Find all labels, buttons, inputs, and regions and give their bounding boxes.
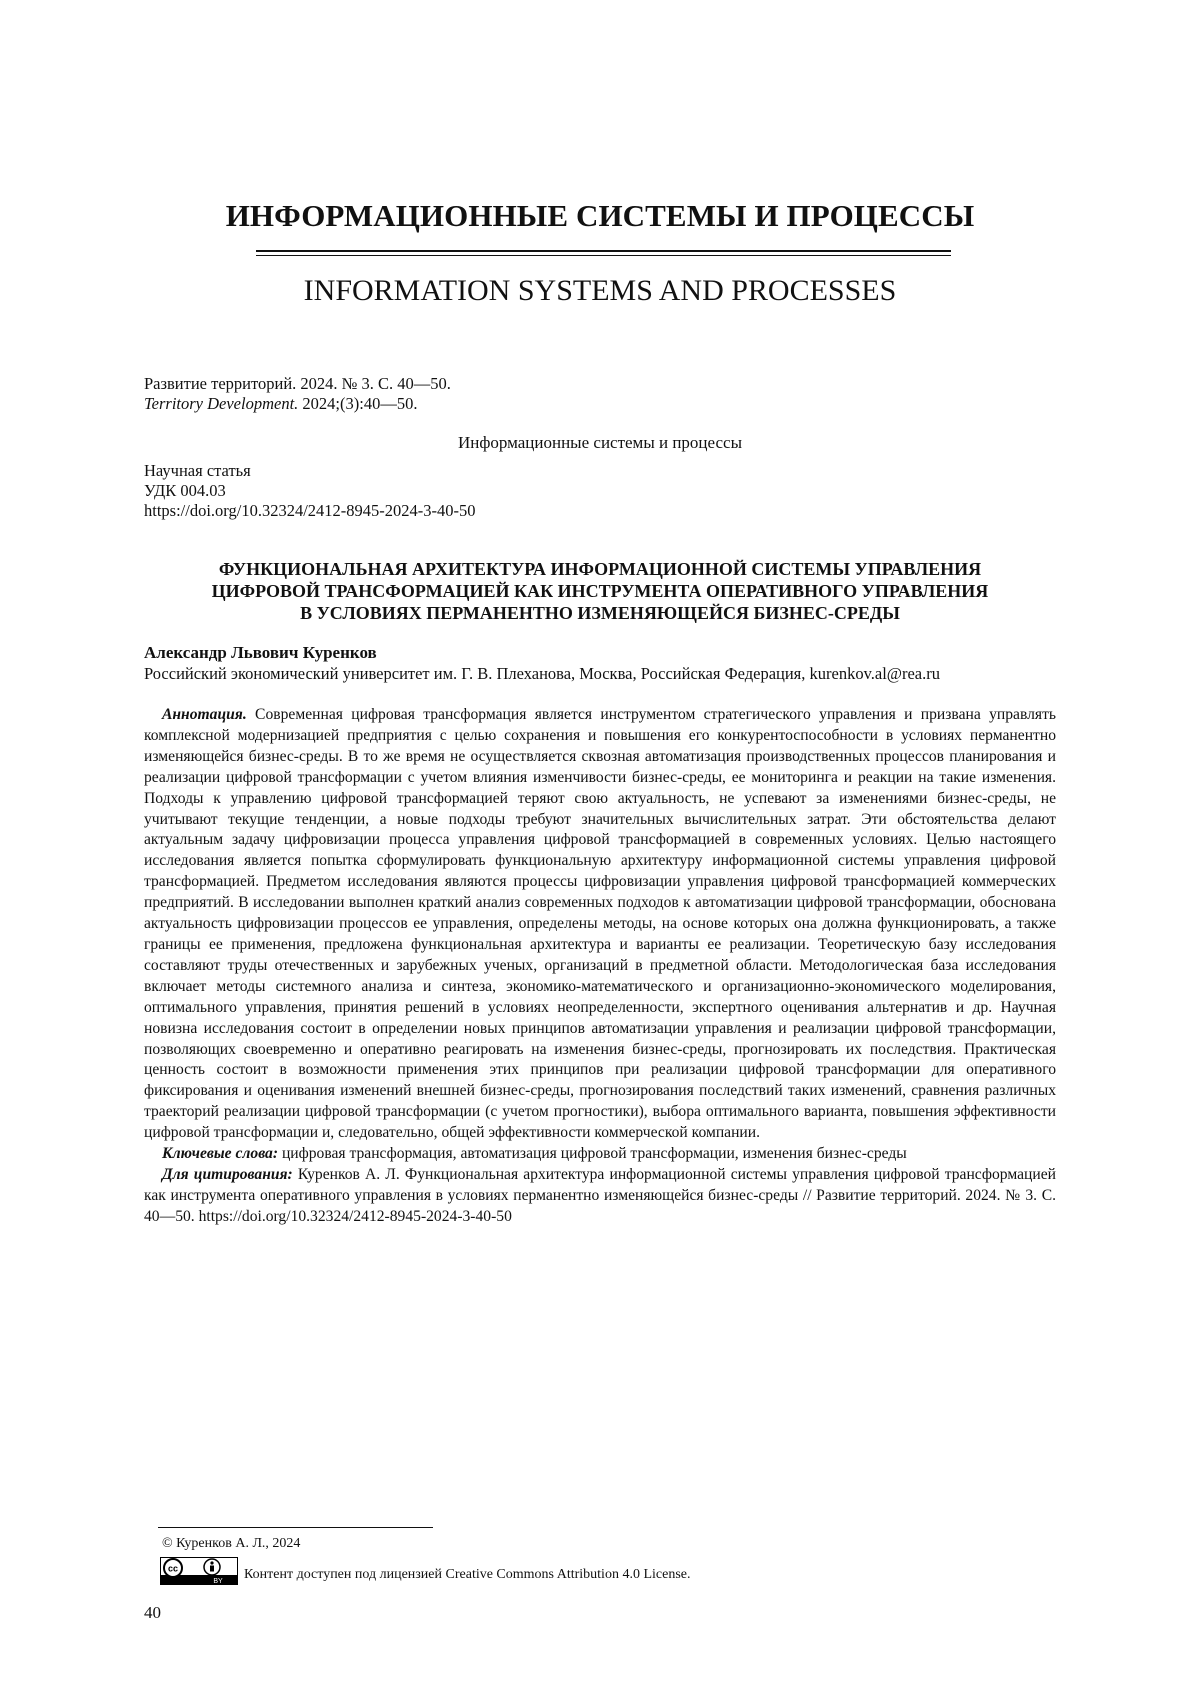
rubric: Информационные системы и процессы <box>457 433 743 452</box>
section-title-ru: ИНФОРМАЦИОННЫЕ СИСТЕМЫ И ПРОЦЕССЫ <box>225 198 975 233</box>
author-name: Александр Львович Куренков <box>144 643 377 662</box>
article-type: Научная статья <box>144 461 251 480</box>
article-title-line: ЦИФРОВОЙ ТРАНСФОРМАЦИЕЙ КАК ИНСТРУМЕНТА ОПЕРАТИВНОГО УПРАВЛЕНИЯ <box>211 581 989 601</box>
cc-badge-text: cc <box>167 1563 179 1574</box>
page-number: 40 <box>144 1603 161 1622</box>
copyright-notice: © Куренков А. Л., 2024 <box>162 1536 301 1551</box>
citation-label: Для цитирования: <box>162 1165 293 1183</box>
article-title-line: В УСЛОВИЯХ ПЕРМАНЕНТНО ИЗМЕНЯЮЩЕЙСЯ БИЗНЕС-СРЕДЫ <box>300 603 900 623</box>
section-title-en: INFORMATION SYSTEMS AND PROCESSES <box>303 274 897 307</box>
footnote-rule <box>158 1527 433 1528</box>
article-title <box>130 558 1070 624</box>
journal-name-en: Territory Development. <box>144 394 299 413</box>
citation-text: Куренков А. Л. Функциональная архитектура информационной системы управления цифровой трансформацией как инструмента оперативного управления в условиях перманентно изменяющейся бизнес-среды // Развитие территорий. 2024. № 3. С. 40—50. https://doi.org/10.32324/2412-8945-2024-3-40-50 <box>144 1165 1056 1225</box>
citation-details-en: 2024;(3):40—50. <box>298 394 418 413</box>
by-badge-text: BY <box>213 1578 223 1585</box>
citation-line-ru: Развитие территорий. 2024. № 3. С. 40—50. <box>144 374 451 393</box>
abstract-block <box>144 705 1056 1228</box>
article-title-line: ФУНКЦИОНАЛЬНАЯ АРХИТЕКТУРА ИНФОРМАЦИОННОЙ СИСТЕМЫ УПРАВЛЕНИЯ <box>218 559 982 579</box>
cc-by-license-icon <box>160 1557 238 1585</box>
udc-code: УДК 004.03 <box>144 481 226 500</box>
keywords-paragraph <box>144 1144 1056 1165</box>
abstract-label: Аннотация. <box>162 706 247 723</box>
doi-link[interactable]: https://doi.org/10.32324/2412-8945-2024-3-40-50 <box>144 501 476 520</box>
keywords-text: цифровая трансформация, автоматизация цифровой трансформации, изменения бизнес-среды <box>278 1145 907 1163</box>
author-affiliation: Российский экономический университет им. Г. В. Плеханова, Москва, Российская Федерация, kurenkov.al@rea.ru <box>144 664 940 683</box>
abstract-text: Современная цифровая трансформация является инструментом стратегического управления и призвана управлять комплексной модернизацией предприятия с целью сохранения и повышения его конкурентоспособности в условиях перманентно изменяющейся бизнес-среды. В то же время не осуществляется сквозная автоматизация производственных процессов планирования и реализации цифровой трансформации с учетом влияния изменчивости бизнес-среды, ее мониторинга и реакции на такие изменения. Подходы к управлению цифровой трансформацией теряют свою актуальность, не успевают за изменениями бизнес-среды, не учитывают текущие тенденции, а новые подходы требуют значительных вычислительных затрат. Эти обстоятельства делают актуальным задачу цифровизации процесса управления цифровой трансформацией в современных условиях. Целью настоящего исследования является попытка сформулировать функциональную архитектуру информационной системы управления цифровой трансформацией. Предметом исследования являются процессы цифровизации управления цифровой трансформацией коммерческих предприятий. В исследовании выполнен краткий анализ современных подходов к автоматизации цифровой трансформации, обоснована актуальность цифровизации процессов ее управления, определены методы, на основе которых она должна функционировать, а также границы ее применения, предложена функциональная архитектура и варианты ее реализации. Теоретическую базу исследования составляют труды отечественных и зарубежных ученых, организаций в предметной области. Методологическая база исследования включает методы системного анализа и синтеза, экономико-математического и организационно-экономического моделирования, оптимального управления, принятия решений в условиях неопределенности, экспертного оценивания альтернатив и др. Научная новизна исследования состоит в определении новых принципов автоматизации управления и реализации цифровой трансформации, позволяющих своевременно и оперативно реагировать на изменения бизнес-среды, прогнозировать их последствия. Практическая ценность состоит в возможности применения этих принципов при реализации цифровой трансформации для оперативного фиксирования и оценивания изменений внешней бизнес-среды, прогнозирования последствий таких изменений, сравнения различных траекторий реализации цифровой трансформации (с учетом прогностики), выбора оптимального варианта, повышения эффективности цифровой трансформации и, следовательно, общей эффективности коммерческой компании. <box>144 706 1056 1142</box>
keywords-label: Ключевые слова: <box>162 1145 279 1163</box>
citation-paragraph <box>144 1165 1056 1228</box>
abstract-paragraph <box>144 705 1056 1144</box>
double-rule-divider <box>256 250 951 256</box>
citation-line-en <box>144 394 417 414</box>
license-notice: Контент доступен под лицензией Creative Commons Attribution 4.0 License. <box>244 1567 691 1582</box>
